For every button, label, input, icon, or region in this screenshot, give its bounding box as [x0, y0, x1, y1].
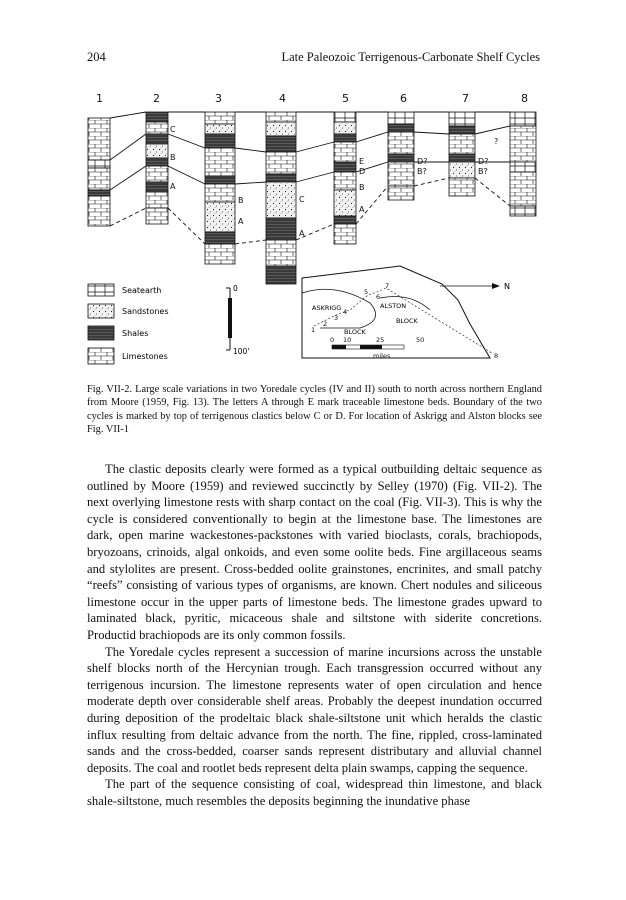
map-scale-tick: 25 — [376, 336, 385, 344]
location-map — [302, 266, 510, 360]
cycle-letter: A — [359, 205, 365, 214]
stratigraphic-column-8 — [510, 112, 536, 216]
cycle-letter: A — [238, 217, 244, 226]
cycle-letter: D — [359, 167, 366, 176]
stratigraphic-column-5 — [334, 112, 356, 244]
map-station: 4 — [343, 308, 348, 316]
legend-limestones: Limestones — [122, 352, 168, 361]
cycle-letter: B — [170, 153, 176, 162]
cycle-letter: C — [299, 195, 305, 204]
map-station: 2 — [323, 320, 328, 328]
stratigraphic-column-1 — [88, 118, 110, 226]
legend-sandstones: Sandstones — [122, 307, 169, 316]
scale-top-label: 0 — [233, 284, 238, 293]
column-number: 1 — [96, 92, 103, 105]
column-number: 5 — [342, 92, 349, 105]
map-scale-unit: miles — [373, 352, 391, 360]
legend-seatearth: Seatearth — [122, 286, 162, 295]
cycle-letter: A — [299, 229, 305, 238]
column-number: 2 — [153, 92, 160, 105]
cycle-letter: B — [238, 196, 244, 205]
cycle-letter: D? — [417, 157, 428, 166]
figure-vii-2 — [80, 88, 550, 378]
figure-caption: Fig. VII-2. Large scale variations in two Yoredale cycles (IV and II) south to north across northern England from Moore (1959, Fig. 13). The letters A through E mark traceable limestone beds. Boundary of the two cycles is marked by top of terrigenous clastics below C or D. For location of Askrigg and Alston blocks see Fig. VII-1 — [87, 384, 542, 435]
column-number: 6 — [400, 92, 407, 105]
map-station: 5 — [364, 288, 369, 296]
cycle-letter: ? — [494, 137, 499, 146]
map-station: 8 — [494, 352, 499, 360]
cycle-letter: E — [359, 157, 365, 166]
stratigraphic-column-3 — [205, 112, 235, 264]
scale-bottom-label: 100' — [233, 347, 250, 356]
column-number: 8 — [521, 92, 528, 105]
legend-shales: Shales — [122, 329, 149, 338]
map-station: 1 — [311, 326, 316, 334]
cycle-letter: B — [359, 183, 365, 192]
stratigraphic-column-2 — [146, 112, 168, 224]
map-station: 6 — [376, 293, 381, 301]
legend — [88, 284, 169, 364]
map-scale-tick: 10 — [343, 336, 352, 344]
page-header — [87, 50, 540, 66]
stratigraphic-column-4 — [266, 112, 296, 284]
map-station: 7 — [385, 282, 390, 290]
map-label-askrigg: ASKRIGG — [312, 304, 342, 312]
body-text — [87, 461, 542, 809]
paragraph: The Yoredale cycles represent a succession of marine incursions across the unstable shelf blocks north of the Hercynian trough. Each transgression occurred without any terrigenous incursion. The limestone represents water of open circulation and hence moderate depth over considerable shelf areas. Probably the deepest inundation occurred during deposition of the prodeltaic black shale-siltstone unit which heralds the clastic influx resulting from deltaic advance from the north. The fine, rippled, cross-laminated sands and the cross-bedded, coarser sands represent distributary and alluvial channel deposits. The coal and rootlet beds represent delta plain swamps, capping the sequence. — [87, 644, 542, 775]
cycle-letter: C — [170, 125, 176, 134]
column-number: 4 — [279, 92, 286, 105]
map-scale-tick: 0 — [330, 336, 335, 344]
paragraph: The part of the sequence consisting of coal, widespread thin limestone, and black shale-siltstone, much resembles the deposits beginning the inundative phase — [87, 777, 542, 808]
cycle-letter: B? — [417, 167, 427, 176]
map-label-alston: ALSTON — [380, 302, 407, 310]
map-label-alston-block: BLOCK — [396, 317, 418, 325]
cycle-letter: A — [170, 182, 176, 191]
map-station: 3 — [334, 314, 339, 322]
stratigraphic-column-7 — [449, 112, 475, 196]
map-label-askrigg-block: BLOCK — [344, 328, 366, 336]
stratigraphic-column-6 — [388, 112, 414, 200]
page-number: 204 — [87, 50, 106, 64]
running-title: Late Paleozoic Terrigenous-Carbonate Shelf Cycles — [281, 50, 540, 64]
paragraph: The clastic deposits clearly were formed as a typical outbuilding deltaic sequence as outlined by Moore (1959) and reviewed succinctly by Selley (1970) (Fig. VII-2). The next overlying limestone rests with sharp contact on the coal (Fig. VII-3). This is why the cycle is considered conventionally to begin at the limestone base. The limestones are dark, open marine wackestones-packstones with varied bioclasts, corals, brachiopods, bryozoans, crinoids, algal onkoids, and even some oolite beds. Fine argillaceous seams and stylolites are present. Cross-bedded oolite grainstones, encrinites, and small patchy “reefs” consisting of various types of organisms, are known. Chert nodules and siliceous limestone occur in the upper parts of limestone beds. The limestone grades upward to laminated black, pyritic, micaceous shale and siltstone with siderite concretions. Productid brachiopods are its only common fossils. — [87, 462, 542, 642]
cycle-letter: B? — [478, 167, 488, 176]
north-arrow-label: N — [504, 282, 510, 291]
column-number: 3 — [215, 92, 222, 105]
cycle-letter: D? — [478, 157, 489, 166]
vertical-scale — [226, 284, 249, 356]
column-number: 7 — [462, 92, 469, 105]
map-scale-tick: 50 — [416, 336, 425, 344]
